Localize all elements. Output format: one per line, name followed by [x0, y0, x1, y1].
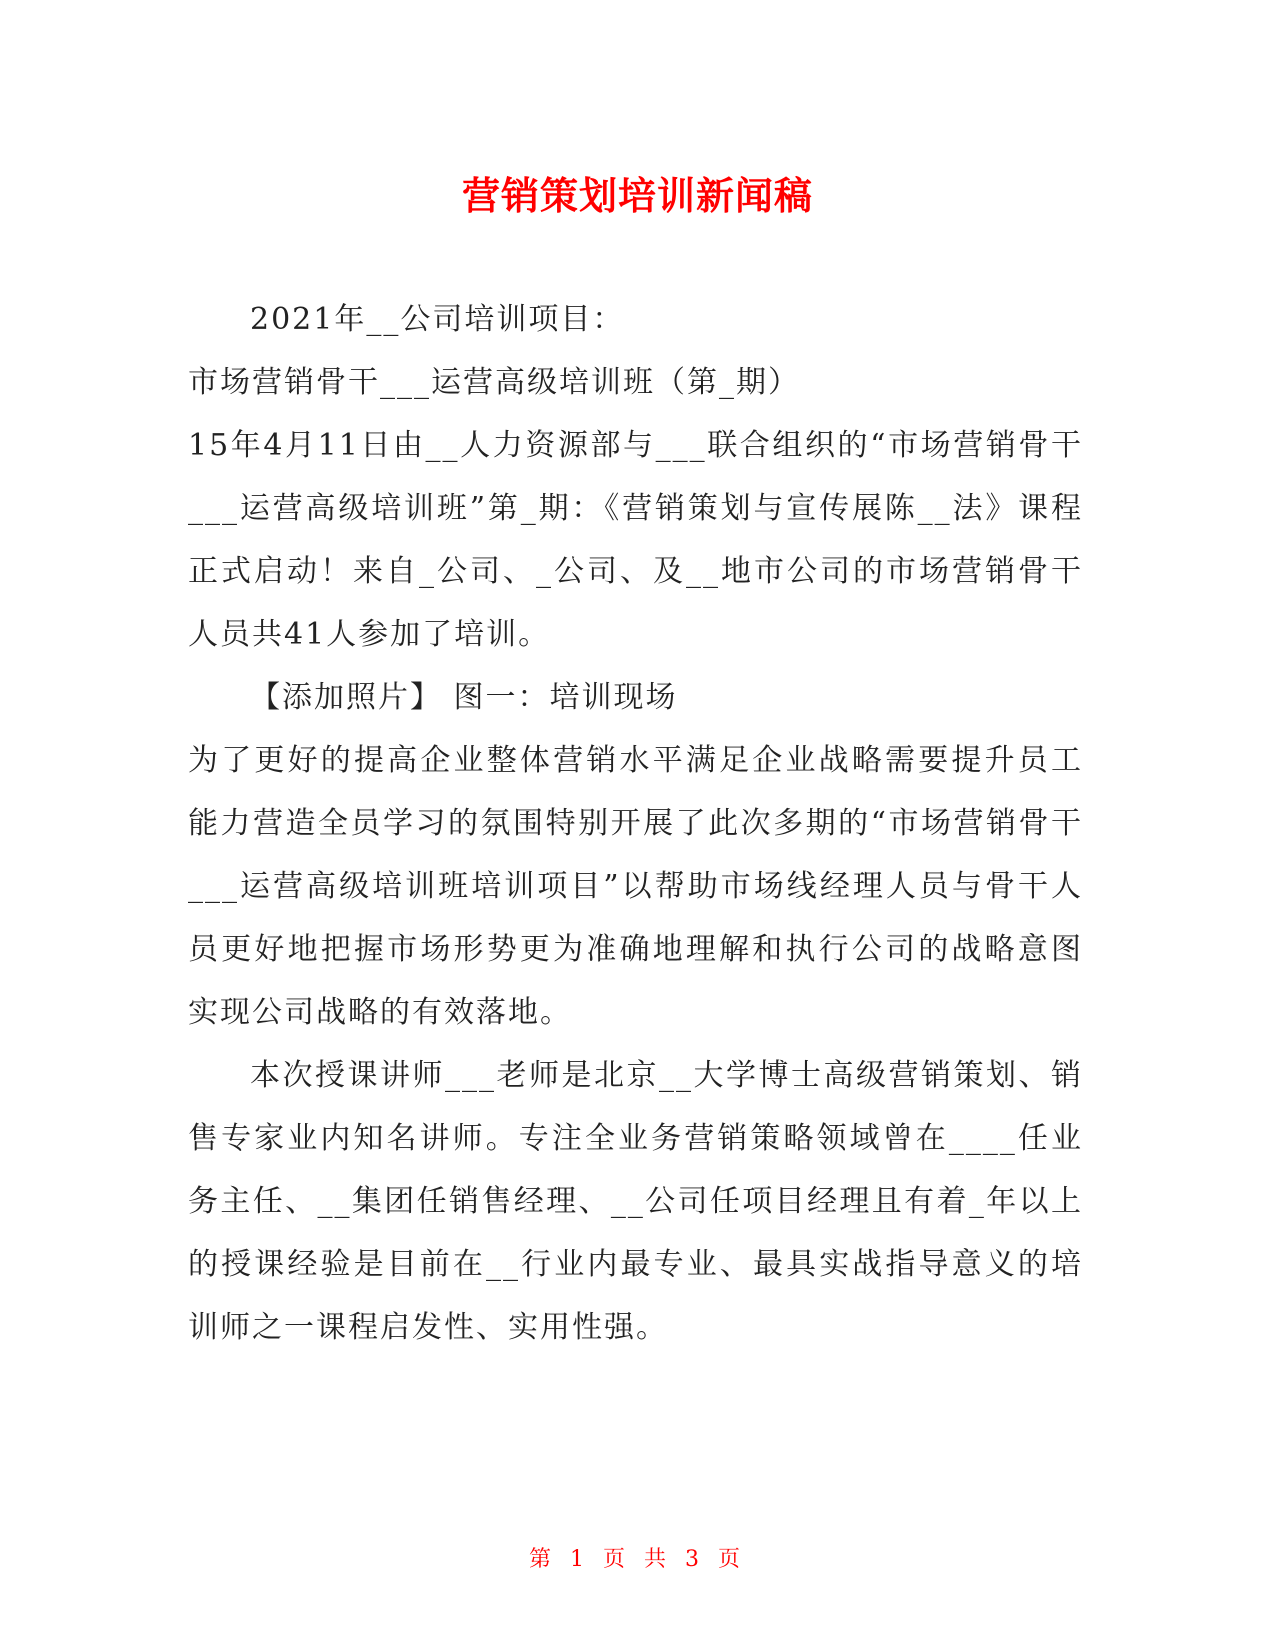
paragraph-purpose: 为了更好的提高企业整体营销水平满足企业战略需要提升员工能力营造全员学习的氛围特别开展了此次多期的“市场营销骨干___运营高级培训班培训项目”以帮助市场线经理人员与骨干人员更好地把握市场形势更为准确地理解和执行公司的战略意图实现公司战略的有效落地。 — [188, 743, 1083, 1030]
page-title: 营销策划培训新闻稿 — [461, 174, 813, 218]
paragraph-class-name: 市场营销骨干___运营高级培训班（第_期） — [188, 365, 800, 400]
paragraph-project: 2021年__公司培训项目： — [250, 302, 625, 337]
paragraph-photo-caption: 【添加照片】 图一：培训现场 — [250, 680, 678, 715]
paragraph-lecturer: 本次授课讲师___老师是北京__大学博士高级营销策划、销售专家业内知名讲师。专注全业务营销策略领域曾在____任业务主任、__集团任销售经理、__公司任项目经理且有着_年以上的授课经验是目前在__行业内最专业、最具实战指导意义的培训师之一课程启发性、实用性强。 — [188, 1058, 1083, 1345]
document-body — [188, 288, 1083, 1359]
paragraph-launch: 15年4月11日由__人力资源部与___联合组织的“市场营销骨干___运营高级培训班”第_期：《营销策划与宣传展陈__法》课程正式启动！来自_公司、_公司、及__地市公司的市场营销骨干人员共41人参加了培训。 — [188, 428, 1083, 652]
page-footer: 第 1 页 共 3 页 — [529, 1547, 746, 1572]
